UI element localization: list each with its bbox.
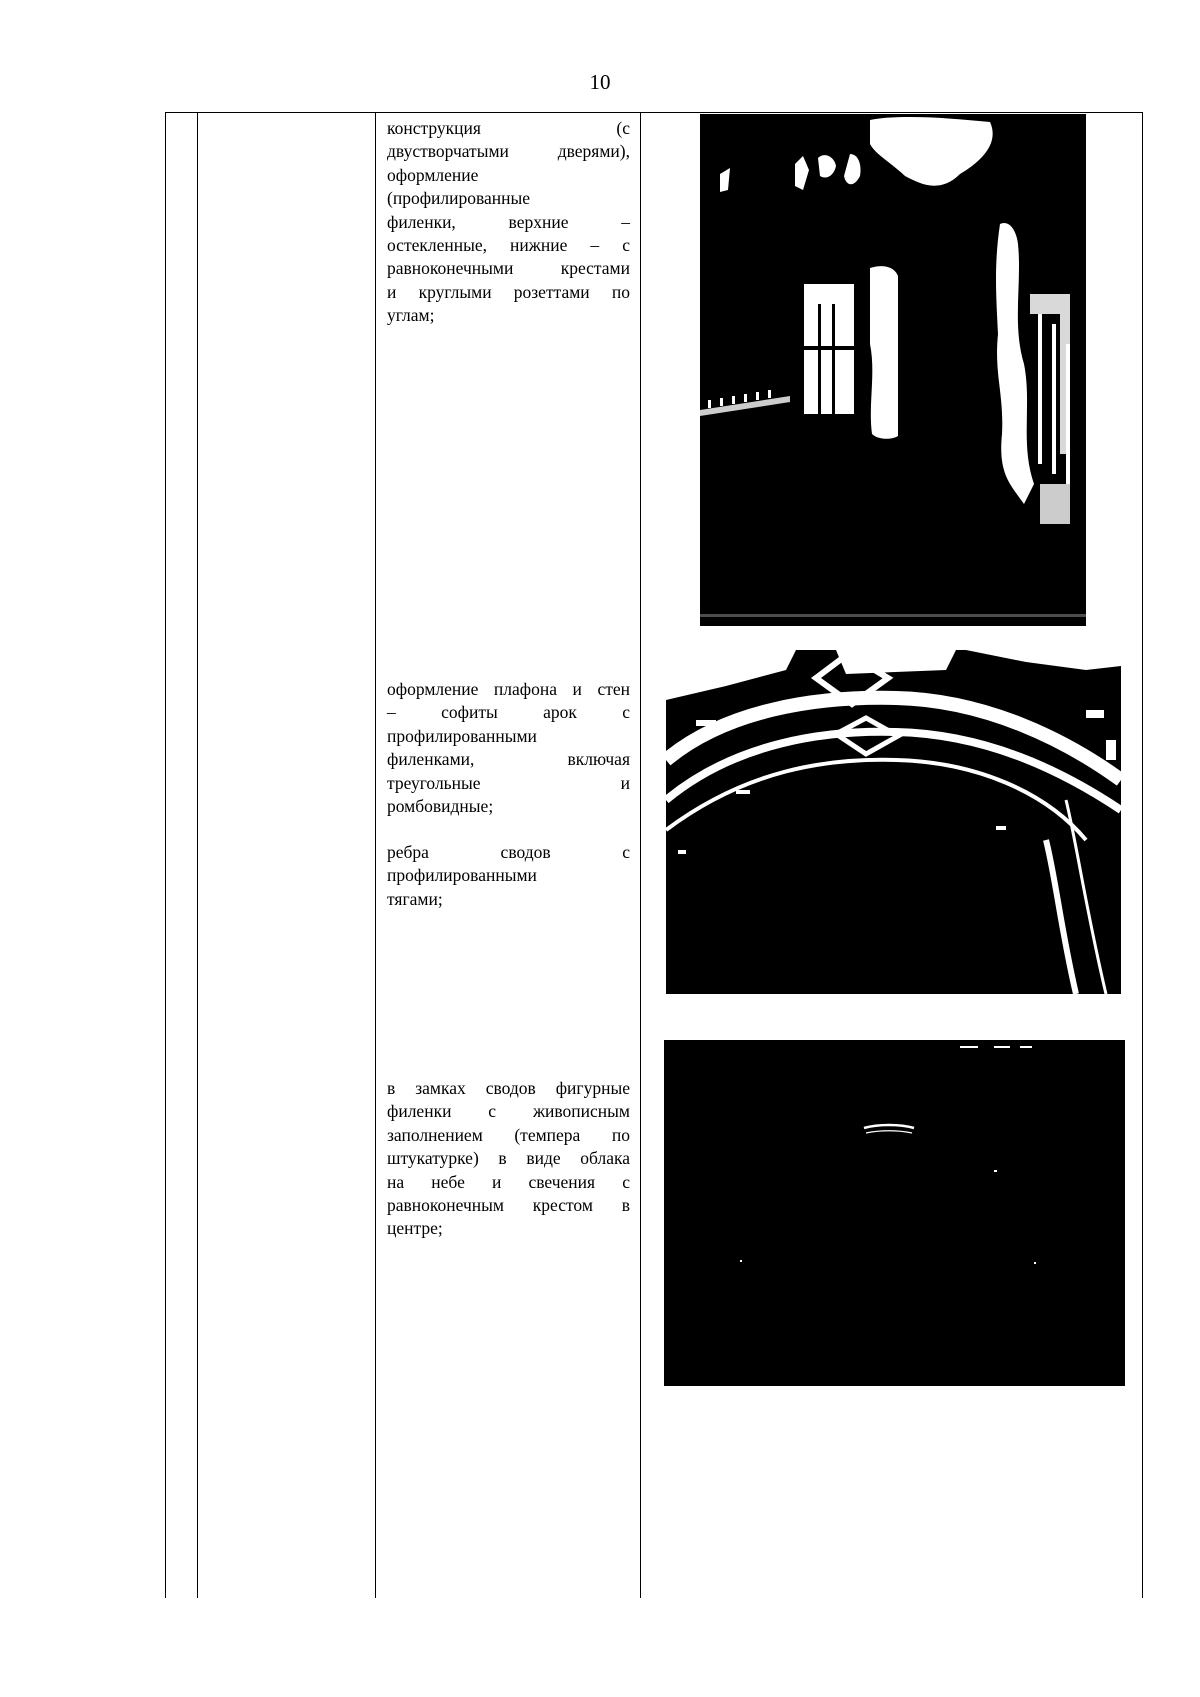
text-line: ромбовидные;: [387, 796, 494, 817]
text-line: тягами;: [387, 888, 443, 909]
description-entry: [387, 117, 630, 328]
text-line: на небе и свечения с: [387, 1171, 630, 1192]
text-line: равноконечными крестами: [387, 258, 630, 279]
table-column-border: [165, 112, 166, 1598]
text-line: филенки с живописным: [387, 1101, 630, 1122]
table-column-border: [197, 112, 198, 1598]
text-line: в замках сводов фигурные: [387, 1078, 630, 1098]
text-line: треугольные и: [387, 772, 630, 793]
vault-keystone-photo: [664, 1040, 1125, 1386]
interior-doorway-photo: [700, 114, 1086, 626]
text-line: профилированными: [387, 865, 537, 886]
text-line: остекленные, нижние – с: [387, 235, 630, 256]
text-line: (профилированные: [387, 188, 531, 209]
text-line: углам;: [387, 305, 435, 326]
table-column-border: [1142, 112, 1143, 1598]
text-line: конструкция (с: [387, 118, 630, 138]
text-line: заполнением (темпера по: [387, 1124, 630, 1145]
text-line: равноконечным крестом в: [387, 1195, 630, 1216]
description-entry: [387, 841, 630, 911]
table-top-border: [165, 112, 1142, 113]
page-number: 10: [589, 70, 611, 94]
description-entry: [387, 678, 630, 818]
table-column-border: [375, 112, 376, 1598]
text-line: оформление плафона и стен: [387, 679, 630, 699]
arch-soffit-photo: [666, 650, 1121, 994]
description-entry: [387, 1077, 630, 1241]
text-line: – софиты арок с: [387, 702, 630, 723]
text-line: центре;: [387, 1218, 443, 1239]
text-line: штукатурке) в виде облака: [387, 1148, 630, 1169]
text-line: двустворчатыми дверями),: [387, 141, 630, 162]
table-column-border: [640, 112, 641, 1598]
text-line: оформление: [387, 164, 479, 185]
text-line: филенки, верхние –: [387, 211, 630, 232]
text-line: и круглыми розеттами по: [387, 281, 630, 302]
text-line: профилированными: [387, 725, 537, 746]
text-line: ребра сводов с: [387, 842, 630, 862]
text-line: филенками, включая: [387, 749, 630, 770]
